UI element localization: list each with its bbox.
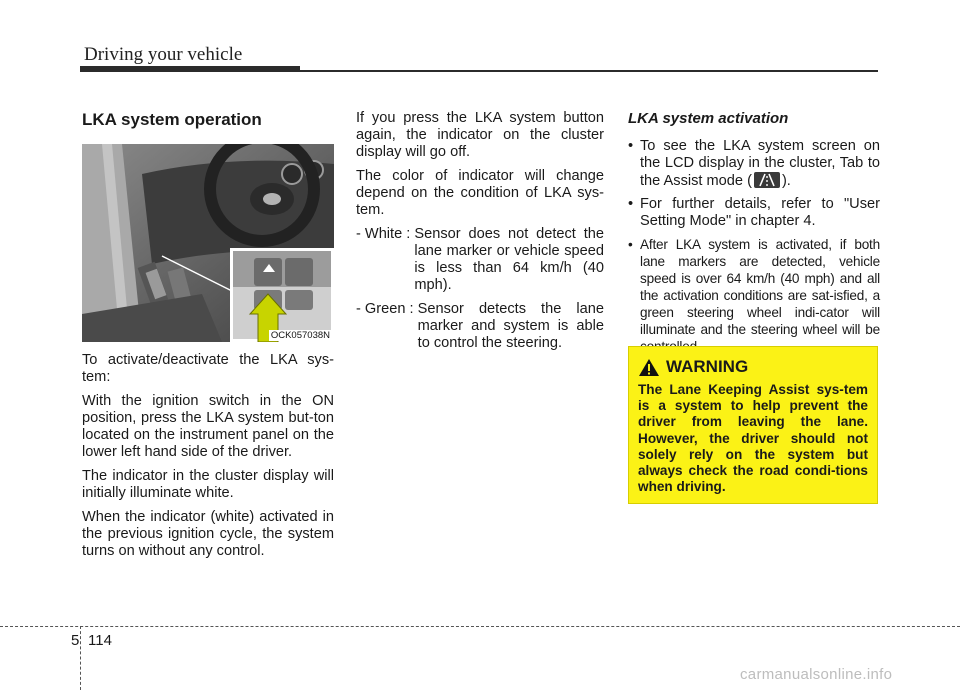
chapter-number: 5: [71, 632, 80, 649]
bullet-list: [628, 138, 880, 355]
warning-header: [638, 357, 868, 377]
photo-code: OCK057038N: [270, 330, 330, 341]
definition-white: [356, 226, 604, 294]
warning-text: The Lane Keeping Assist sys-tem is a system to help prevent the driver from leaving the lane. However, the driver should not solely rely on the system but always check the road condi-tions when driving.: [638, 382, 868, 495]
definition-term: - White :: [356, 226, 415, 242]
definition-green: [356, 301, 604, 352]
paragraph: If you press the LKA system button again, the indicator on the cluster display will go off.: [356, 110, 604, 160]
sub-title: LKA system activation: [628, 110, 789, 127]
header-title: Driving your vehicle: [84, 44, 243, 65]
right-column: [628, 110, 880, 361]
left-column: [82, 110, 334, 567]
paragraph: The indicator in the cluster display will initially illuminate white.: [82, 468, 334, 501]
list-item: [628, 138, 880, 190]
warning-box: [628, 346, 878, 504]
paragraph: With the ignition switch in the ON position, press the LKA system but-ton located on the instrument panel on the lower left hand side of the driver.: [82, 393, 334, 460]
header-rule: [300, 70, 878, 72]
definition-desc: Sensor detects the lane marker and system is able to control the steering.: [417, 301, 604, 351]
section-title: LKA system operation: [82, 110, 262, 129]
page-number: 114: [88, 632, 112, 649]
list-item: • After LKA system is activated, if both lane markers are detected, vehicle speed is over 64 km/h (40 mph) and all the activation conditions are sat-isfied, a green steering wheel indi-cator will illuminate and the steering wheel will be: [628, 236, 880, 355]
paragraph: The color of indicator will change depend on the condition of LKA sys-tem.: [356, 168, 604, 218]
watermark: carmanualsonline.info: [740, 666, 893, 683]
paragraph: When the indicator (white) activated in the previous ignition cycle, the system turns on without any control.: [82, 509, 334, 559]
lane-assist-icon: [754, 172, 780, 188]
warning-label: WARNING: [666, 357, 749, 376]
footer-divider: [80, 626, 81, 690]
definition-term: - Green :: [356, 301, 418, 317]
middle-column: [356, 110, 604, 359]
footer-rule: [0, 626, 960, 627]
paragraph: To activate/deactivate the LKA sys-tem:: [82, 352, 334, 385]
header-bar: [80, 66, 300, 72]
instrument-panel-photo: [82, 144, 334, 342]
bullet-text: ).: [781, 173, 791, 189]
warning-triangle-icon: [638, 358, 660, 377]
definition-desc: Sensor does not detect the lane marker or vehicle speed is less than 64 km/h (40 mph).: [414, 226, 604, 293]
list-item: • For further details, refer to "User Setting Mode" in chapter 4.: [628, 196, 880, 230]
photo-illustration: [82, 144, 334, 342]
bullet-text: To see the LKA system screen on the LCD display in the cluster, Tab to the Assist mode (: [640, 138, 880, 189]
